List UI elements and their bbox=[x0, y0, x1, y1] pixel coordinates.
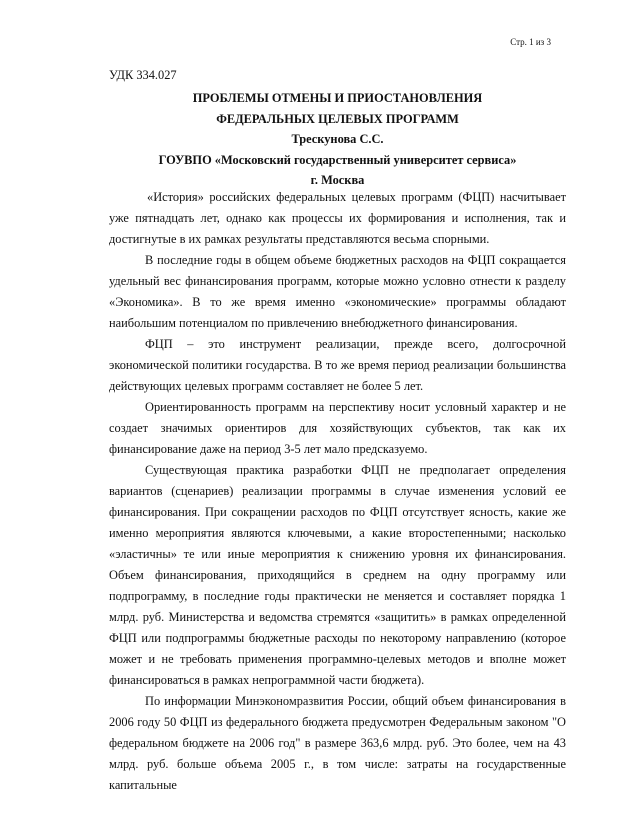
author-city: г. Москва bbox=[310, 173, 365, 187]
article-title-line-1: ПРОБЛЕМЫ ОТМЕНЫ И ПРИОСТАНОВЛЕНИЯ bbox=[192, 91, 483, 105]
paragraph-4: Ориентированность программ на перспективу носит условный характер и не создает значимых ориентиров для хозяйствующих субъектов, так как их финансирование даже на период 3-5 лет мало предсказуемо. bbox=[109, 400, 566, 456]
paragraph-2: В последние годы в общем объеме бюджетных расходов на ФЦП сокращается удельный вес финансирования программ, которые можно условно отнести к разделу «Экономика». В то же время именно «экономические» программы обладают наибольшим потенциалом по привлечению внебюджетного финансирования. bbox=[109, 253, 566, 330]
paragraph-6: По информации Минэкономразвития России, общий объем финансирования в 2006 году 50 ФЦП из федерального бюджета предусмотрен Федеральным законом "О федеральном бюджете на 2006 год" в размере 363,6 млрд. руб. Это более, чем на 43 млрд. руб. больше объема 2005 г., в том числе: затраты на государственные капитальные bbox=[109, 694, 566, 792]
author-name: Трескунова С.С. bbox=[291, 132, 384, 146]
article-header bbox=[109, 88, 566, 191]
paragraph-5: Существующая практика разработки ФЦП не предполагает определения вариантов (сценариев) реализации программы в случае изменения условий ее финансирования. При сокращении расходов по ФЦП отсутствует ясность, какие же именно мероприятия являются ключевыми, а какие второстепенными; насколько «эластичны» те или иные мероприятия к снижению уровня их финансирования. Объем финансирования, приходящийся в среднем на одну программу или подпрограмму, в последние годы практически не меняется и составляет порядка 1 млрд. руб. Министерства и ведомства стремятся «защитить» в рамках определенной ФЦП или подпрограммы бюджетные расходы по некоторому направлению (которое может и не требовать применения программно-целевых методов и вполне может финансироваться в рамках непрограммной части бюджета). bbox=[109, 463, 566, 687]
paragraph-1: «История» российских федеральных целевых программ (ФЦП) насчитывает уже пятнадцать лет, однако как процессы их формирования и исполнения, так и достигнутые в их рамках результаты представляются весьма спорными. bbox=[109, 190, 566, 246]
article-title-line-2: ФЕДЕРАЛЬНЫХ ЦЕЛЕВЫХ ПРОГРАММ bbox=[216, 111, 459, 126]
udk-code: УДК 334.027 bbox=[109, 68, 177, 82]
paragraph-3: ФЦП – это инструмент реализации, прежде всего, долгосрочной экономической политики государства. В то же время период реализации большинства действующих целевых программ составляет не более 5 лет. bbox=[109, 337, 566, 393]
page-counter: Стр. 1 из 3 bbox=[510, 37, 551, 47]
author-affiliation: ГОУВПО «Московский государственный университет сервиса» bbox=[158, 152, 517, 167]
article-body bbox=[109, 187, 566, 796]
